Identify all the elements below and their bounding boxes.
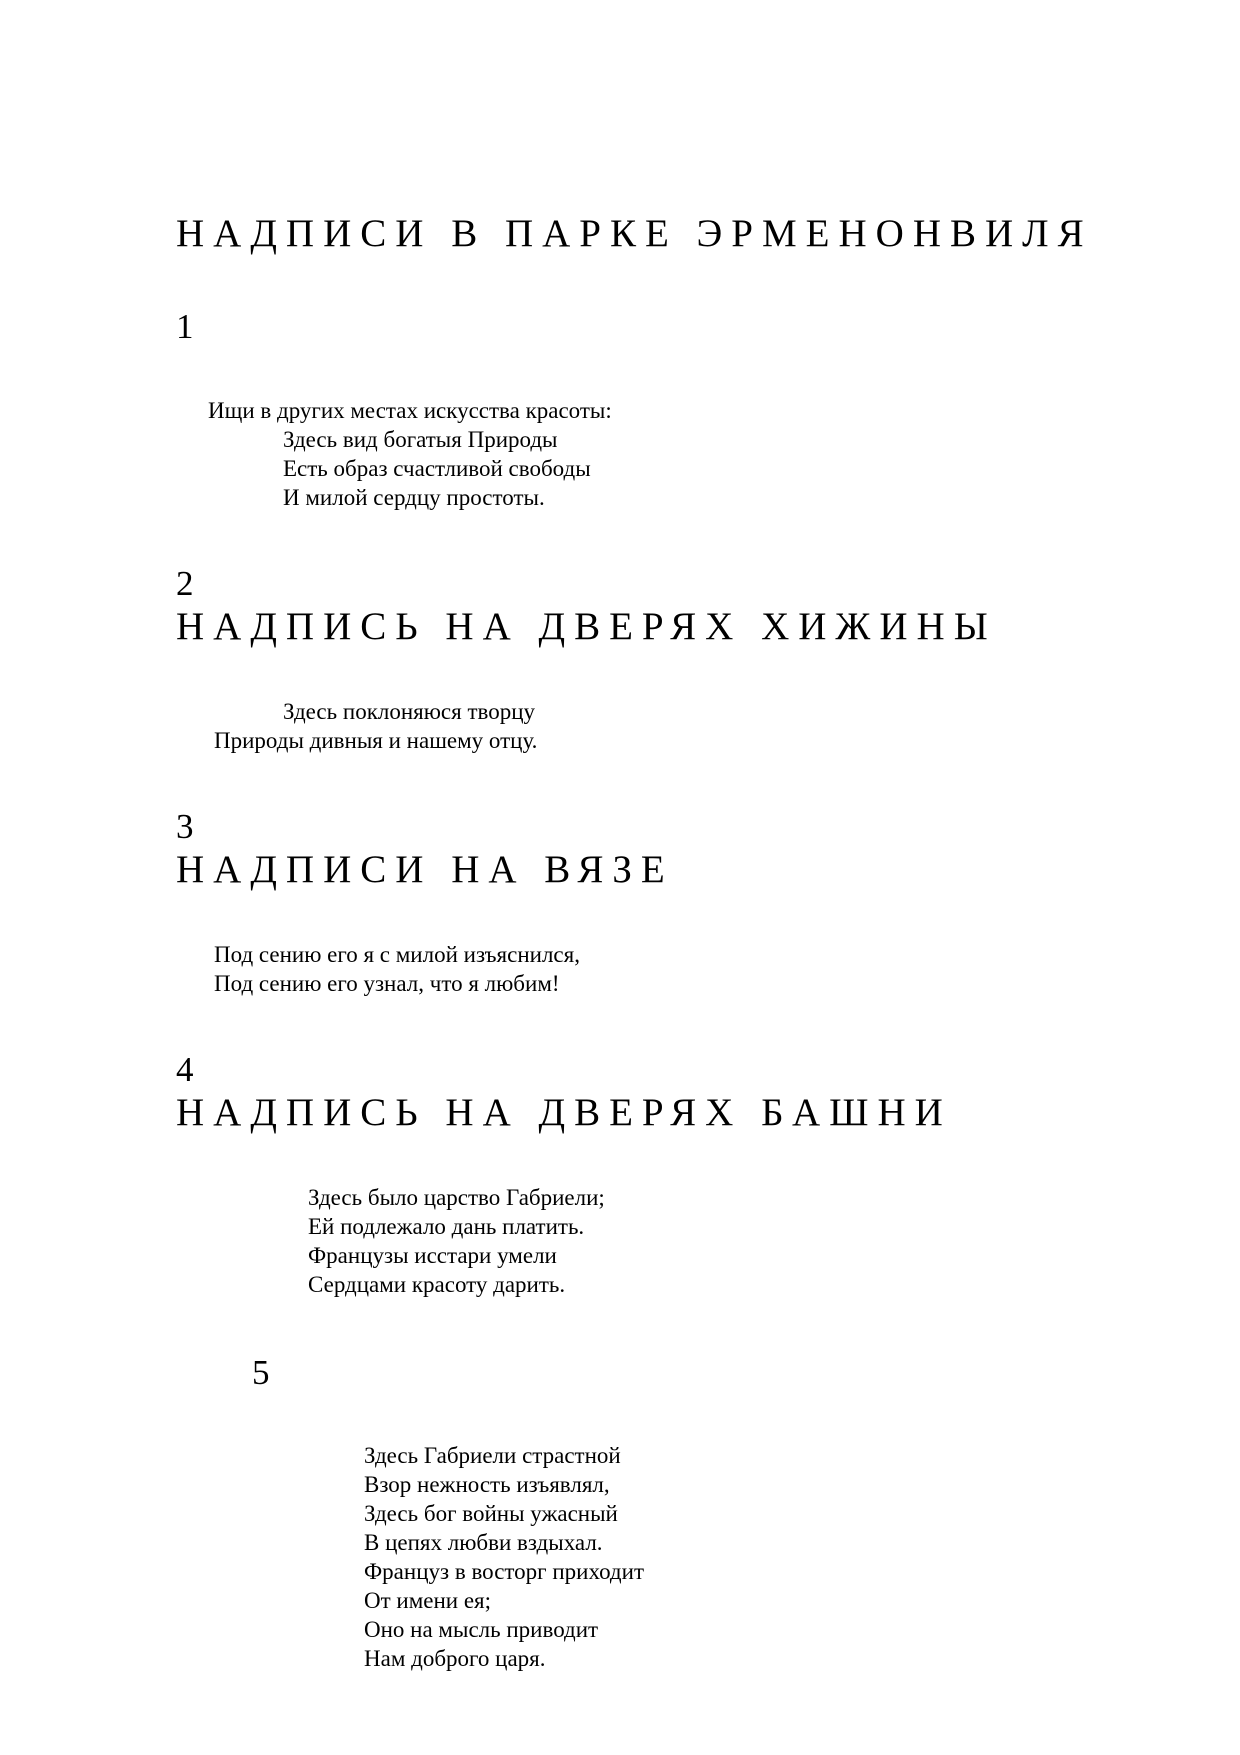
verse-line: Есть образ счастливой свободы	[283, 456, 591, 481]
verse-line: Сердцами красоту дарить.	[308, 1272, 566, 1297]
verse-line: Здесь бог войны ужасный	[364, 1501, 618, 1526]
verse-line: Ей подлежало дань платить.	[308, 1214, 585, 1239]
verse-3	[214, 940, 580, 998]
section-number-3: 3	[176, 807, 194, 846]
section-number-1: 1	[176, 307, 194, 346]
verse-line: Здесь Габриели страстной	[364, 1443, 621, 1468]
verse-line: Оно на мысль приводит	[364, 1617, 599, 1642]
verse-line: Здесь вид богатыя Природы	[283, 427, 558, 452]
section-heading-2: НАДПИСЬ НА ДВЕРЯХ ХИЖИНЫ	[176, 605, 997, 648]
verse-line: Французы исстари умели	[308, 1243, 557, 1268]
verse-line: Взор нежность изъявлял,	[364, 1472, 610, 1497]
verse-line: Француз в восторг приходит	[364, 1559, 644, 1584]
verse-line: И милой сердцу простоты.	[283, 485, 545, 510]
verse-line: Под сению его я с милой изъяснился,	[214, 942, 580, 967]
verse-line: Ищи в других местах искусства красоты:	[208, 398, 612, 423]
verse-line: Нам доброго царя.	[364, 1646, 546, 1671]
verse-line: Под сению его узнал, что я любим!	[214, 971, 560, 996]
page-title: НАДПИСИ В ПАРКЕ ЭРМЕНОНВИЛЯ	[176, 212, 1093, 255]
section-number-2: 2	[176, 564, 194, 603]
verse-line: От имени ея;	[364, 1588, 492, 1613]
verse-5	[364, 1441, 644, 1673]
section-heading-3: НАДПИСИ НА ВЯЗЕ	[176, 848, 674, 891]
verse-1	[208, 396, 612, 512]
verse-4	[308, 1183, 605, 1299]
verse-2	[214, 697, 537, 755]
verse-line: Здесь поклоняюся творцу	[283, 699, 536, 724]
section-number-4: 4	[176, 1050, 194, 1089]
verse-line: Природы дивныя и нашему отцу.	[214, 728, 538, 753]
section-heading-4: НАДПИСЬ НА ДВЕРЯХ БАШНИ	[176, 1091, 952, 1134]
section-number-5: 5	[252, 1353, 270, 1392]
verse-line: В цепях любви вздыхал.	[364, 1530, 603, 1555]
verse-line: Здесь было царство Габриели;	[308, 1185, 605, 1210]
